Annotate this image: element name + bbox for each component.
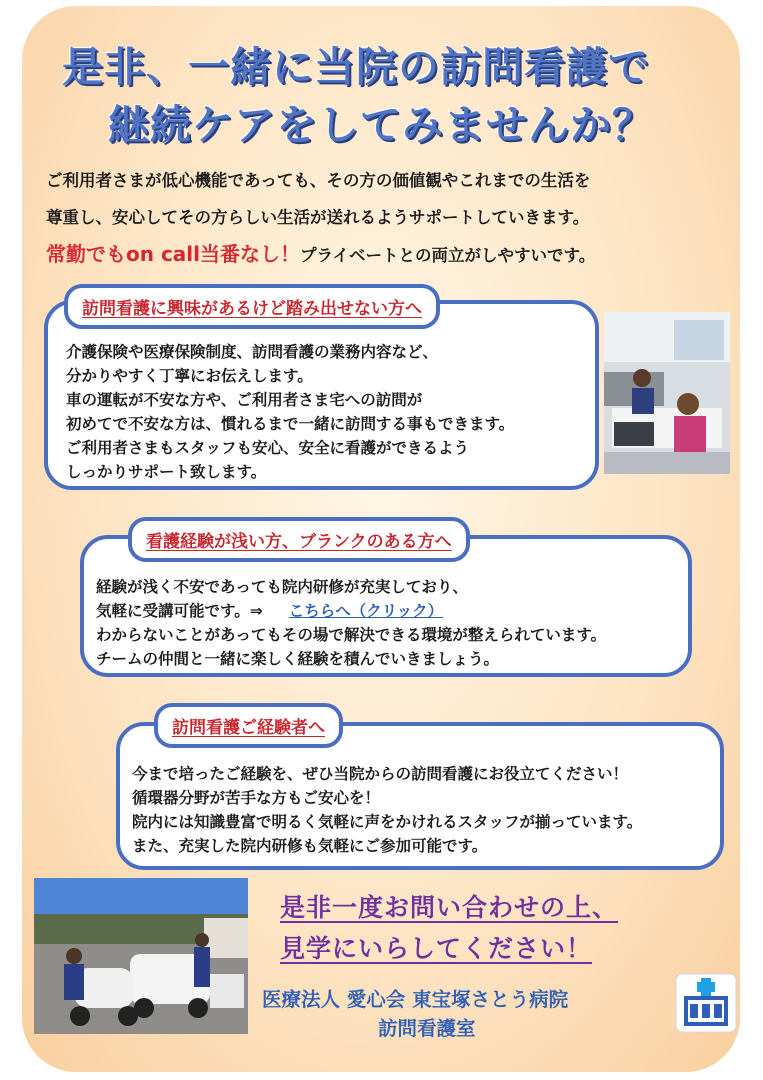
section-tag-experienced: 訪問看護ご経験者へ [154,703,343,748]
hospital-name: 医療法人 愛心会 東宝塚さとう病院 [262,988,569,1011]
section-body-interested [66,340,514,484]
body-line: ご利用者さまもスタッフも安心、安全に看護ができるよう [66,439,470,457]
body-line: 介護保険や医療保険制度、訪問看護の業務内容など、 [66,343,439,361]
body-line: しっかりサポート致します。 [66,463,267,481]
intro-line-3 [46,236,736,274]
body-line: 今まで培ったご経験を、ぜひ当院からの訪問看護にお役立てください！ [132,765,629,783]
section-body-blank [96,575,606,671]
nurses-with-vehicles-photo [34,878,248,1034]
section-tag-interested: 訪問看護に興味があるけど踏み出せない方へ [64,284,440,329]
intro-paragraph [46,162,736,274]
body-line: また、充実した院内研修も気軽にご参加可能です。 [132,837,488,855]
body-line: チームの仲間と一緒に楽しく経験を積んでいきましょう。 [96,650,500,668]
body-line: 車の運転が不安な方や、ご利用者さま宅への訪問が [66,391,423,409]
body-line-text: 気軽に受講可能です。⇒ [96,602,263,620]
body-line: 経験が浅く不安であっても院内研修が充実しており、 [96,578,468,596]
department-name: 訪問看護室 [378,1017,476,1040]
body-line: 分かりやすく丁寧にお伝えします。 [66,367,313,385]
section-body-experienced [132,762,642,858]
body-line: 初めてで不安な方は、慣れるまで一緒に訪問する事もできます。 [66,415,515,433]
cta-line-2: 見学にいらしてください！ [280,934,593,963]
work-life-balance-text: プライベートとの両立がしやすいです。 [300,246,596,265]
headline-line-2: 継続ケアをしてみませんか？ [108,101,654,149]
no-on-call-emphasis: 常勤でもon call当番なし！ [46,242,301,266]
body-line: わからないことがあってもその場で解決できる環境が整えられています。 [96,626,607,644]
body-line [96,599,606,623]
headline-line-1: 是非、一緒に当院の訪問看護で [62,43,650,91]
intro-line-1: ご利用者さまが低心機能であっても、その方の価値観やこれまでの生活を [46,171,591,190]
intro-line-2: 尊重し、安心してその方らしい生活が送れるようサポートしていきます。 [46,208,590,227]
cta-line-1: 是非一度お問い合わせの上、 [280,893,619,922]
hospital-icon [674,972,738,1034]
body-line: 院内には知識豊富で明るく気軽に声をかけれるスタッフが揃っています。 [132,813,643,831]
body-line: 循環器分野が苦手な方もご安心を！ [132,789,381,807]
office-staff-photo [604,312,730,474]
section-tag-blank: 看護経験が浅い方、ブランクのある方へ [128,517,470,562]
training-link[interactable]: こちらへ（クリック） [288,602,444,620]
